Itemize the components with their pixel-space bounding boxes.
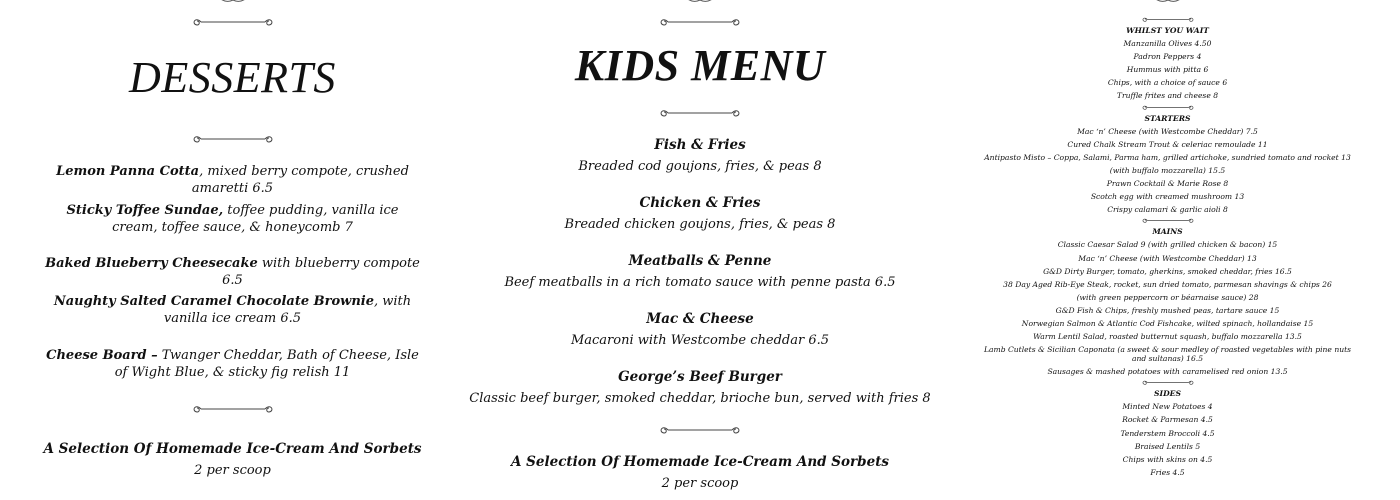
dessert-item [0, 163, 465, 197]
dessert-name: Cheese Board – [46, 348, 158, 363]
dessert-desc: with blueberry compote 6.5 [222, 256, 420, 288]
dessert-item [0, 347, 465, 381]
flourish-divider-icon [1126, 103, 1210, 112]
kids-item-desc: Classic beef burger, smoked cheddar, brioche bun, served with fries 8 [469, 391, 931, 406]
section-heading-mains: MAINS [1152, 227, 1183, 237]
menu-line: Rocket & Parmesan 4.5 [1122, 415, 1213, 425]
dessert-name: Naughty Salted Caramel Chocolate Brownie [53, 294, 374, 309]
kids-item [465, 369, 935, 407]
menu-line: Braised Lentils 5 [1134, 441, 1201, 451]
kids-item-desc: Beef meatballs in a rich tomato sauce with penne pasta 6.5 [504, 275, 896, 290]
flourish-divider-icon [658, 106, 742, 120]
kids-menu-column [465, 0, 935, 500]
menu-line: Lamb Cutlets & Sicilian Caponata (a sweet & sour medley of roasted vegetables with pine nuts and sultanas) 16.5 [983, 345, 1352, 364]
menu-line: Scotch egg with creamed mushroom 13 [1090, 192, 1245, 202]
main-menu-list [975, 15, 1360, 479]
menu-line: Antipasto Misto – Coppa, Salami, Parma ham, grilled artichoke, sundried tomato and rocket 13 [984, 152, 1351, 162]
dessert-desc: toffee pudding, vanilla ice cream, toffee sauce, & honeycomb 7 [112, 203, 399, 235]
menu-line: Truffle frites and cheese 8 [1116, 91, 1219, 101]
dessert-desc: , mixed berry compote, crushed amaretti 6.5 [191, 164, 409, 196]
menu-line: G&D Fish & Chips, freshly mushed peas, tartare sauce 15 [1055, 305, 1280, 315]
menu-line: Prawn Cocktail & Marie Rose 8 [1106, 179, 1229, 189]
section-heading-starters: STARTERS [1144, 113, 1191, 123]
flourish-divider-icon [191, 132, 275, 146]
flourish-divider-icon [658, 15, 742, 29]
menu-line: Classic Caesar Salad 9 (with grilled chicken & bacon) 15 [1057, 240, 1278, 250]
menu-line: Crispy calamari & garlic aioli 8 [1107, 205, 1228, 215]
menu-line: (with green peppercorn or béarnaise sauce) 28 [1076, 292, 1259, 302]
desserts-title: DESSERTS [129, 53, 336, 102]
menu-line: Norwegian Salmon & Atlantic Cod Fishcake, wilted spinach, hollandaise 15 [1021, 318, 1314, 328]
desserts-column [0, 0, 465, 500]
menu-line: G&D Dirty Burger, tomato, gherkins, smoked cheddar, fries 16.5 [1043, 266, 1292, 276]
menu-line: Sausages & mashed potatoes with caramelised red onion 13.5 [1047, 367, 1288, 377]
kids-item-desc: Macaroni with Westcombe cheddar 6.5 [570, 333, 830, 348]
kids-item-name: George’s Beef Burger [618, 369, 782, 385]
menu-line: Mac ‘n’ Cheese (with Westcombe Cheddar) 7.5 [1077, 126, 1258, 136]
menu-line: 38 Day Aged Rib-Eye Steak, rocket, sun dried tomato, parmesan shavings & chips 26 [1003, 279, 1332, 289]
menu-line: Manzanilla Olives 4.50 [1123, 39, 1212, 49]
menu-line: Chips with skins on 4.5 [1122, 454, 1213, 464]
dessert-item [0, 255, 465, 289]
flourish-divider-icon [658, 423, 742, 437]
flourish-divider-icon [191, 15, 275, 29]
menu-line: Tenderstem Broccoli 4.5 [1120, 428, 1215, 438]
desserts-footer [0, 441, 465, 479]
dessert-name: Lemon Panna Cotta [56, 164, 200, 179]
menu-line: Fries 4.5 [1150, 467, 1185, 477]
kids-menu-title: KIDS MENU [574, 41, 826, 90]
kids-item [465, 195, 935, 233]
kids-item-name: Fish & Fries [654, 137, 746, 153]
kids-item [465, 253, 935, 291]
kids-item-desc: Breaded chicken goujons, fries, & peas 8 [564, 217, 836, 232]
flourish-divider-icon [1126, 216, 1210, 225]
flourish-divider-icon [1126, 378, 1210, 387]
footer-title: A Selection Of Homemade Ice-Cream And Sorbets [43, 441, 422, 457]
menu-line: Minted New Potatoes 4 [1122, 402, 1213, 412]
menu-line: Cured Chalk Stream Trout & celeriac remoulade 11 [1067, 139, 1268, 149]
dessert-item [0, 202, 465, 236]
top-flourish-icon [1148, 0, 1188, 4]
dessert-name: Baked Blueberry Cheesecake [45, 256, 258, 271]
kids-item-name: Mac & Cheese [646, 311, 754, 327]
kids-item [465, 311, 935, 349]
footer-price: 2 per scoop [194, 463, 271, 478]
dessert-item [0, 293, 465, 327]
main-menu-column [975, 0, 1360, 500]
menu-line: Mac ‘n’ Cheese (with Westcombe Cheddar) 13 [1078, 253, 1257, 263]
section-heading-sides: SIDES [1154, 389, 1181, 399]
top-flourish-icon [680, 0, 720, 4]
footer-title: A Selection Of Homemade Ice-Cream And Sorbets [510, 454, 890, 470]
top-flourish-icon [213, 0, 253, 4]
kids-item-name: Chicken & Fries [639, 195, 761, 211]
menu-line: Warm Lentil Salad, roasted butternut squash, buffalo mozzarella 13.5 [1033, 332, 1302, 342]
menu-line: (with buffalo mozzarella) 15.5 [1109, 165, 1226, 175]
flourish-divider-icon [191, 402, 275, 416]
footer-price: 2 per scoop [661, 476, 739, 491]
dessert-desc: Twanger Cheddar, Bath of Cheese, Isle of Wight Blue, & sticky fig relish 11 [114, 348, 419, 380]
kids-footer [465, 454, 935, 492]
menu-line: Padron Peppers 4 [1133, 52, 1202, 62]
menu-line: Hummus with pitta 6 [1126, 65, 1209, 75]
section-heading-whilst: WHILST YOU WAIT [1126, 26, 1209, 35]
flourish-divider-icon [1126, 15, 1210, 24]
dessert-name: Sticky Toffee Sundae, [66, 203, 224, 218]
kids-item-name: Meatballs & Penne [628, 253, 772, 269]
menu-line: Chips, with a choice of sauce 6 [1107, 78, 1228, 88]
dessert-desc: , with vanilla ice cream 6.5 [163, 294, 412, 326]
kids-item [465, 137, 935, 175]
kids-item-desc: Breaded cod goujons, fries, & peas 8 [578, 159, 822, 174]
